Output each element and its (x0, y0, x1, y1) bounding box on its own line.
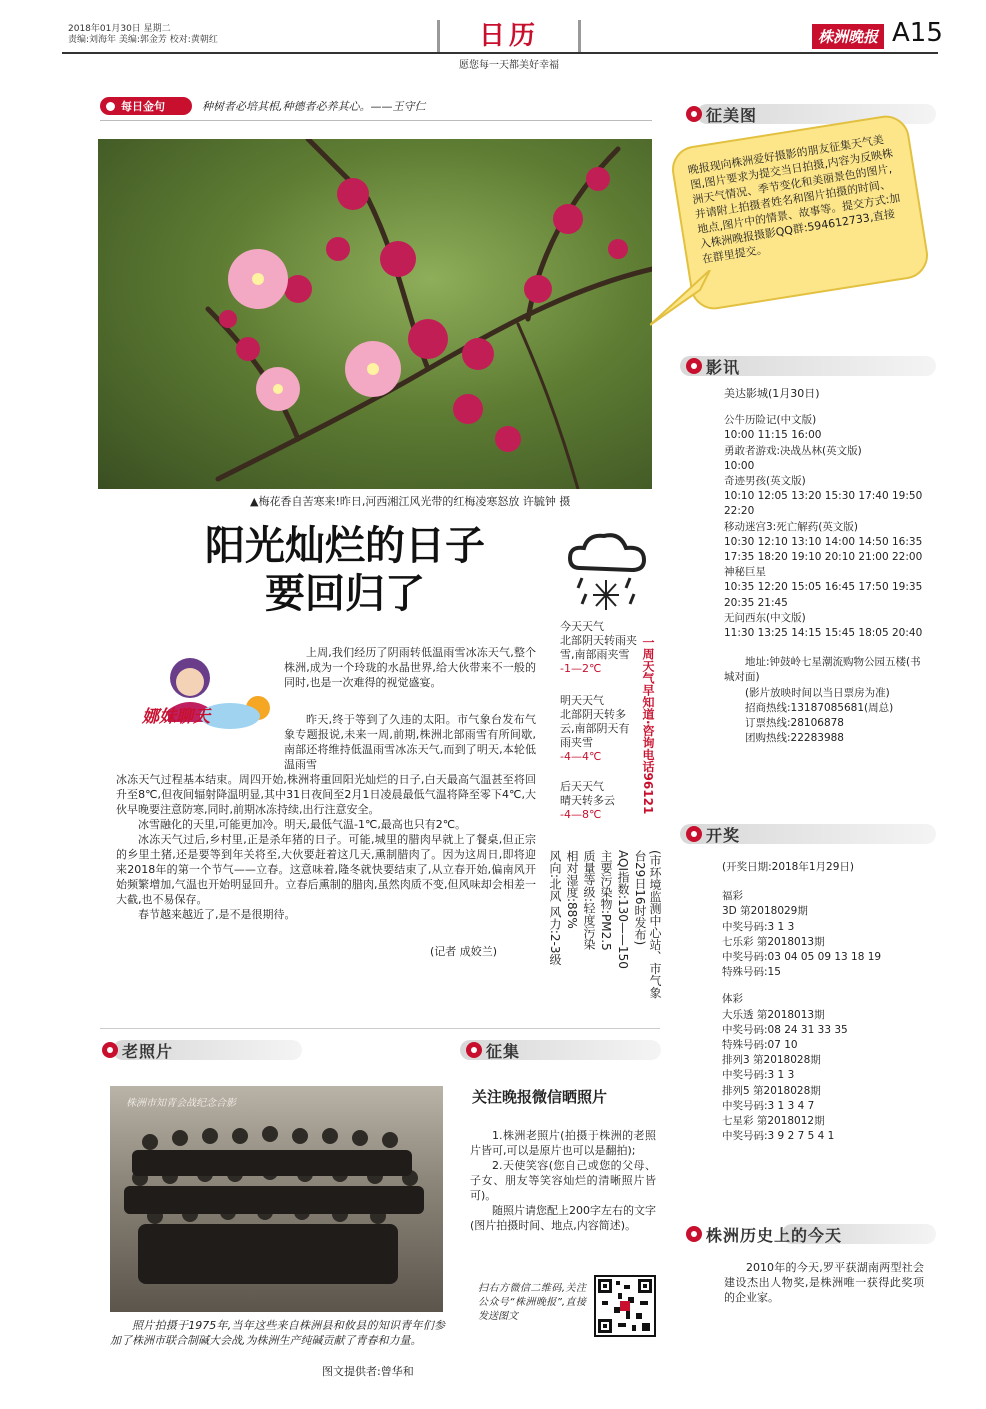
aqi-index: AQI指数:130——150 (616, 850, 630, 969)
article-para-2: 冰冻天气过程基本结束。周四开始,株洲将重回阳光灿烂的日子,白天最高气温甚至将回升至8℃,但夜间辐射降温明显,其中31日夜间至2月1日凌晨最低气温将降至零下4℃,大伙早晚要注意防寒,同时,前期冰冻持续,出行注意安全。 (116, 773, 536, 816)
article-body (116, 712, 536, 937)
main-pollutant: 主要污染物:PM2.5 (599, 850, 613, 951)
cinema-ticket: 订票热线:28106878 (745, 717, 844, 730)
qr-note: 扫右方微信二维码,关注公众号“株洲晚报”,直接发送图文 (478, 1283, 586, 1322)
weather-forecast (560, 620, 640, 822)
old-photo-credit: 图文提供者:曾华和 (322, 1365, 414, 1378)
collect-item-2: 2.天使笑容(您自己或您的父母、子女、朋友等笑容灿烂的清晰照片皆可)。 (470, 1159, 656, 1202)
collect-item-3: 随照片请您配上200字左右的文字(图片拍摄时间、地点,内容简述)。 (470, 1204, 656, 1232)
wind: 风向:北风 风力:2-3级 (548, 850, 562, 966)
daily-quote-text: 种树者必培其根,种德者必养其心。——王守仁 (202, 100, 426, 113)
wechat-qr-code-icon[interactable] (594, 1275, 656, 1337)
section-header-history (686, 1222, 936, 1246)
movie-times: 10:30 12:10 13:10 14:00 14:50 16:35 17:35 18:20 19:10 20:10 21:00 22:00 (724, 535, 923, 564)
movie-times: 10:10 12:05 13:20 15:30 17:40 19:50 22:20 (724, 490, 923, 518)
photo-caption: ▲梅花香自苦寒来!昨日,河西湘江风光带的红梅凌寒怒放 许毓钟 摄 (250, 495, 571, 508)
history-text: 2010年的今天,罗平获湖南两型社会建设杰出人物奖,是株洲唯一获得此奖项的企业家。 (724, 1261, 924, 1304)
collect-item-1: 1.株洲老照片(拍摄于株洲的老照片皆可,可以是原片也可以是翻拍); (470, 1129, 656, 1157)
lottery-line: 大乐透 第2018013期 (722, 1008, 825, 1021)
article-para-3: 冰雪融化的天里,可能更加冷。明天,最低气温-1℃,最高也只有2℃。 (138, 818, 467, 831)
weather-day-temp: -4—8℃ (560, 808, 602, 821)
photo-inscription: 株洲市知青会战纪念合影 (126, 1098, 236, 1109)
weather-day-label: 今天天气 (560, 620, 604, 633)
movie-name: 勇敢者游戏:决战丛林(英文版) (724, 444, 862, 457)
weather-day-desc: 北部阴天转多云,南部阴天有雨夹雪 (560, 708, 630, 749)
qr-pattern-icon (596, 1277, 654, 1335)
cinema-address: 地址:钟鼓岭七星潮流购物公园五楼(书城对面) (724, 656, 921, 684)
article-byline: (记者 成姣兰) (430, 945, 498, 958)
lottery-line: 中奖号码:03 04 05 09 13 18 19 (722, 951, 882, 964)
movie-times: 11:30 13:25 14:15 15:45 18:05 20:40 (724, 627, 923, 640)
old-group-photo (110, 1086, 443, 1312)
lottery-line: 福彩 (722, 890, 743, 903)
movie-name: 移动迷宫3:死亡解药(英文版) (724, 520, 858, 533)
section-title: 开奖 (706, 825, 741, 845)
lottery-lines (722, 889, 932, 1144)
section-bullet-icon (466, 1042, 482, 1058)
section-bullet-icon (102, 1042, 118, 1058)
weather-day-3 (560, 780, 640, 822)
weather-day-2 (560, 694, 640, 764)
section-title: 株洲历史上的今天 (706, 1225, 843, 1245)
movie-item (724, 474, 929, 520)
brand-logo: 株洲晚报 (812, 24, 884, 49)
slogan: 愿您每一天都美好幸福 (459, 60, 559, 71)
header-rule (62, 52, 938, 54)
header-meta (68, 24, 218, 46)
daily-quote-tag-label: 每日金句 (121, 100, 165, 113)
weather-day-label: 后天天气 (560, 780, 604, 793)
weather-day-temp: -1—2℃ (560, 662, 602, 675)
lottery-line: 特殊号码:15 (722, 966, 781, 979)
lottery-line: 3D 第2018029期 (722, 905, 808, 918)
lottery-line: 特殊号码:07 10 (722, 1039, 798, 1052)
movie-item (724, 520, 929, 566)
movie-item (724, 444, 929, 474)
snow-cloud-icon (560, 528, 655, 618)
section-bullet-icon (686, 1226, 702, 1242)
weather-vertical-title: 一周天气早知道·咨询电话96121 (641, 636, 655, 815)
cinema-group: 团购热线:22283988 (745, 732, 844, 745)
divider (100, 120, 652, 121)
lottery-line: 中奖号码:3 1 3 (722, 920, 795, 933)
bubble-tail-icon (650, 270, 720, 330)
movie-name: 无问西东(中文版) (724, 611, 806, 624)
section-bullet-icon (686, 358, 702, 374)
lottery-date: (开奖日期:2018年1月29日) (722, 861, 854, 873)
column-logo-text: 娜妹聊天 (142, 707, 210, 727)
section-title: 老照片 (122, 1041, 174, 1061)
daily-quote-tag (100, 97, 192, 115)
weather-icon (560, 528, 655, 618)
movie-item (724, 611, 929, 641)
old-photo-caption: 照片拍摄于1975年,当年这些来自株洲县和攸县的知识青年们参加了株洲市联合制碱大会战,为株洲生产纯碱贡献了青春和力量。 (110, 1319, 445, 1347)
divider (100, 1028, 660, 1029)
section-header-lottery (686, 822, 936, 846)
bullet-icon (106, 102, 115, 111)
movie-item (724, 565, 929, 611)
collect-subtitle: 关注晚报微信晒照片 (472, 1088, 608, 1106)
plum-blossom-photo (98, 139, 652, 489)
masthead (437, 20, 581, 71)
movie-times: 10:00 (724, 459, 755, 472)
cinema-hotline: 招商热线:13187085681(周总) (745, 701, 894, 714)
lottery-line: 中奖号码:08 24 31 33 35 (722, 1023, 848, 1036)
weather-day-label: 明天天气 (560, 694, 604, 707)
lottery-line: 中奖号码:3 1 3 4 7 (722, 1099, 815, 1112)
weather-day-1 (560, 620, 640, 676)
zhengmeitu-bubble: 晚报现向株洲爱好摄影的朋友征集天气美图,图片要求为提交当日拍摄,内容为反映株洲天气情况、季节变化和美丽景色的图片,并请附上拍摄者姓名和图片拍摄的时间、地点,图片中的情景、故事等。提交方式:加入株洲晚报摄影QQ群:594612733,直接在群里提交。 (669, 112, 932, 313)
quality-level: 质量等级:轻度污染 (582, 850, 596, 951)
weather-source: (市环境监测中心站、市气象台29日16时发布) (633, 850, 662, 999)
section-title: 日历 (437, 20, 581, 52)
page-number: A15 (892, 18, 943, 48)
section-bullet-icon (686, 106, 702, 122)
section-header-collect (466, 1038, 661, 1062)
lottery-results (722, 860, 932, 1144)
lottery-line: 体彩 (722, 993, 743, 1006)
lottery-line: 排列5 第2018028期 (722, 1084, 821, 1097)
article-para-1: 上周,我们经历了阴雨转低温雨雪冰冻天气,整个株洲,成为一个玲珑的水晶世界,给大伙带来不一般的同时,也是一次难得的视觉盛宴。 (284, 646, 536, 689)
lottery-line: 七星彩 第2018012期 (722, 1115, 825, 1128)
weather-day-desc: 北部阴天转雨夹雪,南部雨夹雪 (560, 634, 637, 661)
section-title: 征集 (486, 1041, 521, 1061)
movie-times: 10:35 12:20 15:05 16:45 17:50 19:35 20:35 21:45 (724, 581, 923, 609)
date-line: 2018年01月30日 星期二 (68, 24, 171, 34)
movie-list (724, 386, 929, 746)
weather-day-desc: 晴天转多云 (560, 794, 615, 807)
collect-items (470, 1128, 656, 1233)
section-title: 影讯 (706, 357, 741, 377)
movie-name: 奇迹男孩(英文版) (724, 475, 806, 488)
headline-line-1: 阳光灿烂的日子 (205, 522, 485, 569)
article-para-5: 春节越来越近了,是不是很期待。 (138, 908, 296, 921)
section-title: 征美图 (706, 105, 758, 125)
article-para-2-intro: 昨天,终于等到了久违的太阳。市气象台发布气象专题报说,未来一周,前期,株洲北部雨雪有所间歇,南部还将维持低温雨雪冰冻天气,而到了明天,本轮低温雨雪 (284, 713, 536, 771)
section-header-movies (686, 354, 936, 378)
headline-line-2: 要回归了 (265, 570, 425, 617)
section-bullet-icon (686, 826, 702, 842)
movie-name: 神秘巨星 (724, 566, 766, 579)
section-header-old-photo (102, 1038, 302, 1062)
movie-item (724, 413, 929, 443)
movie-name: 公牛历险记(中文版) (724, 414, 817, 427)
headline (150, 522, 540, 618)
cinema-note: (影片放映时间以当日票房为准) (745, 686, 890, 699)
humidity: 相对湿度:88% (565, 850, 579, 929)
lottery-line: 中奖号码:3 9 2 7 5 4 1 (722, 1130, 835, 1143)
air-quality (542, 850, 662, 1005)
cinema-name: 美达影城(1月30日) (724, 387, 820, 400)
lottery-spacer (722, 980, 932, 992)
lottery-line: 七乐彩 第2018013期 (722, 935, 825, 948)
lottery-line: 中奖号码:3 1 3 (722, 1069, 795, 1082)
group-people-illustration (110, 1086, 443, 1312)
plum-blossom-illustration (98, 139, 652, 489)
lottery-line: 排列3 第2018028期 (722, 1054, 821, 1067)
movie-times: 10:00 11:15 16:00 (724, 429, 822, 442)
article-para-4: 冰冻天气过后,乡村里,正是杀年猪的日子。可能,城里的腊肉早就上了餐桌,但正宗的乡里土猪,还是要等到年关将至,大伙要赶着这几天,熏制腊肉了。因为这周日,即将迎来2018年的第一个节气——立春。这意味着,隆冬就快要结束了,从立春开始,偏南风开始频繁增加,气温也开始明显回升。立春后熏制的腊肉,虽然肉质不变,但风味却会相差一大截,也不易保存。 (116, 833, 536, 906)
weather-day-temp: -4—4℃ (560, 750, 602, 763)
editor-line: 责编:刘海年 美编:郭金芳 校对:黄朝红 (68, 35, 218, 45)
